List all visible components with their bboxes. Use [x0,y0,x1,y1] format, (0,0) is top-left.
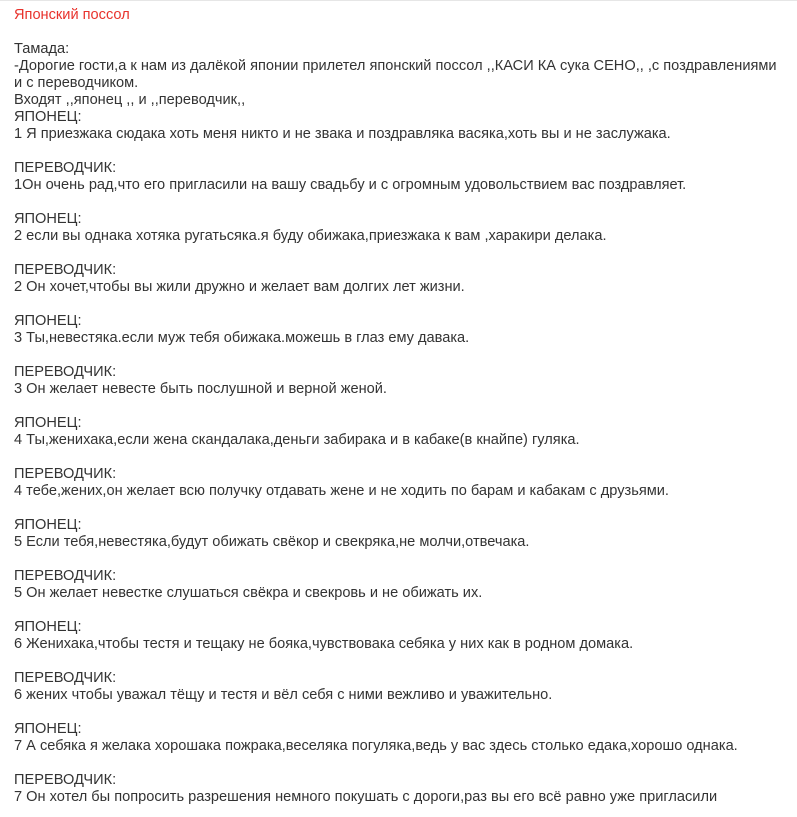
speaker-text: 2 Он хочет,чтобы вы жили дружно и желает вам долгих лет жизни. [14,279,465,295]
dialogue-block [14,415,797,449]
dialogue-block [14,670,797,704]
top-divider [0,0,797,1]
speaker-label: ПЕРЕВОДЧИК: [14,670,117,686]
dialogue-block [14,313,797,347]
intro-line: Тамада: [14,41,70,57]
post-body [14,7,797,806]
speaker-label: ПЕРЕВОДЧИК: [14,364,117,380]
speaker-label: ЯПОНЕЦ: [14,313,82,329]
speaker-label: ЯПОНЕЦ: [14,517,82,533]
dialogue-block [14,619,797,653]
speaker-text: 4 тебе,жених,он желает всю получку отдавать жене и не ходить по барам и кабакам с друзьями. [14,483,669,499]
speaker-label: ЯПОНЕЦ: [14,721,82,737]
speaker-text: 1Он очень рад,что его пригласили на вашу свадьбу и с огромным удовольствием вас поздравляет. [14,177,687,193]
dialogue-block [14,364,797,398]
speaker-text: 1 Я приезжака сюдака хоть меня никто и не звака и поздравляка васяка,хоть вы и не заслужака. [14,126,671,142]
speaker-text: 7 Он хотел бы попросить разрешения немного покушать с дороги,раз вы его всё равно уже пригласили [14,789,718,805]
dialogue-block [14,517,797,551]
speaker-text: 7 А себяка я желака хорошака пожрака,веселяка погуляка,ведь у вас здесь столько едака,хорошо однака. [14,738,738,754]
speaker-text: 5 Он желает невестке слушаться свёкра и свекровь и не обижать их. [14,585,483,601]
dialogue-block [14,160,797,194]
post-title: Японский поссол [14,7,130,23]
speaker-label: ЯПОНЕЦ: [14,211,82,227]
speaker-text: 5 Если тебя,невестяка,будут обижать свёкор и свекряка,не молчи,отвечака. [14,534,530,550]
speaker-text: 3 Он желает невесте быть послушной и верной женой. [14,381,387,397]
dialogue-block [14,466,797,500]
speaker-label: ЯПОНЕЦ: [14,109,82,125]
speaker-label: ПЕРЕВОДЧИК: [14,568,117,584]
dialogue-block [14,568,797,602]
speaker-label: ПЕРЕВОДЧИК: [14,262,117,278]
speaker-label: ПЕРЕВОДЧИК: [14,160,117,176]
speaker-label: ПЕРЕВОДЧИК: [14,466,117,482]
speaker-text: 3 Ты,невестяка.если муж тебя обижака.можешь в глаз ему давака. [14,330,470,346]
speaker-text: 6 Женихака,чтобы тестя и тещаку не бояка,чувствовака себяка у них как в родном домака. [14,636,634,652]
speaker-label: ЯПОНЕЦ: [14,415,82,431]
speaker-label: ЯПОНЕЦ: [14,619,82,635]
dialogue-block [14,211,797,245]
intro-line: Входят ,,японец ,, и ,,переводчик,, [14,92,246,108]
intro-block [14,41,797,143]
intro-line: -Дорогие гости,а к нам из далёкой японии прилетел японский поссол ,,КАСИ КА сука СЕНО,, ,с поздравлениями [14,58,777,74]
dialogue-block [14,721,797,755]
dialogue-block [14,772,797,806]
speaker-text: 4 Ты,женихака,если жена скандалака,деньги забирака и в кабаке(в кнайпе) гуляка. [14,432,580,448]
speaker-text: 6 жених чтобы уважал тёщу и тестя и вёл себя с ними вежливо и уважительно. [14,687,553,703]
speaker-text: 2 если вы однака хотяка ругатьсяка.я буду обижака,приезжака к вам ,харакири делака. [14,228,607,244]
intro-line: и с переводчиком. [14,75,139,91]
speaker-label: ПЕРЕВОДЧИК: [14,772,117,788]
dialogue-block [14,262,797,296]
